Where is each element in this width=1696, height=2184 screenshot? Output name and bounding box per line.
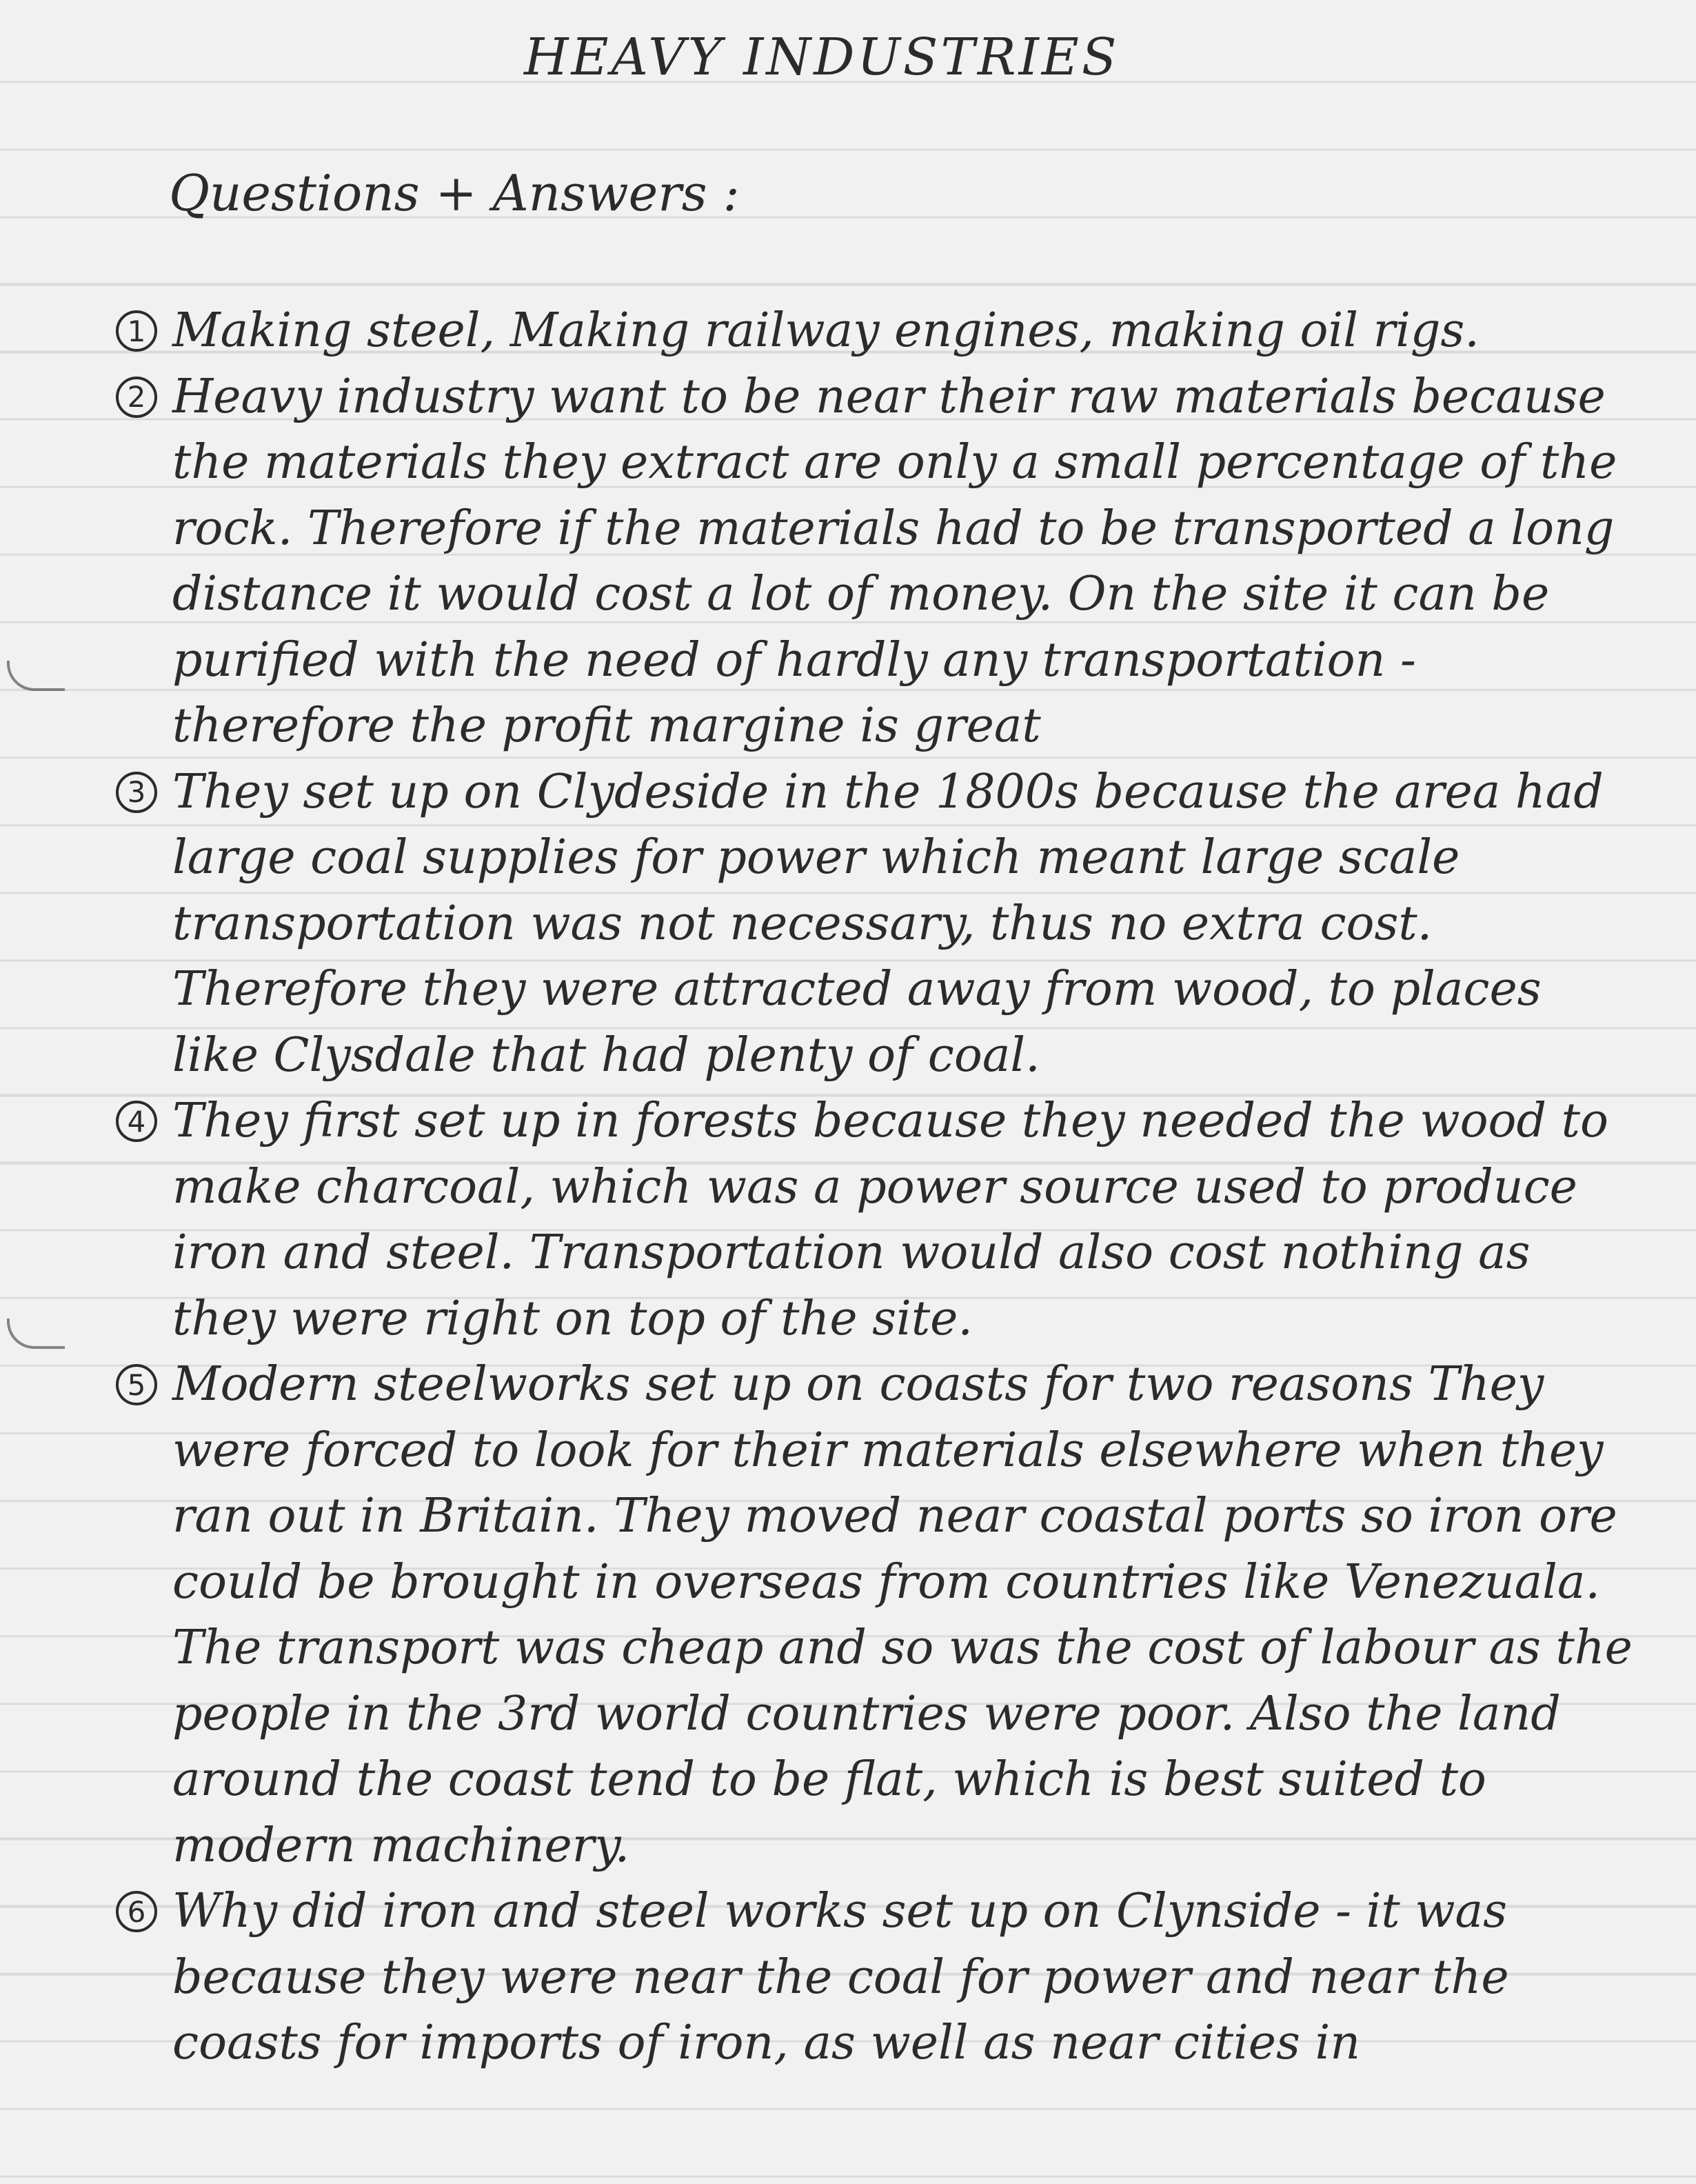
answer-item [103, 364, 1641, 759]
answer-text: Modern steelworks set up on coasts for two reasons They were forced to look for their materials elsewhere when they ran out in Britain. They moved near coastal ports so iron ore could be brought in overseas from countries like Venezuala. The transport was cheap and so was the cost of labour as the people in the 3rd world countries were poor. Also the land around the coast tend to be flat, which is best suited to modern machinery. [172, 1357, 1633, 1873]
answer-item [103, 1088, 1641, 1352]
answer-number: 3 [116, 772, 157, 813]
answer-item [103, 1352, 1641, 1879]
answer-list [103, 298, 1641, 2076]
answer-text: Heavy industry want to be near their raw materials because the materials they extract are only a small percentage of the rock. Therefore if the materials had to be transported a long distance it would cost a lot of money. On the site it can be purified with the need of hardly any transportation - therefore the profit margine is great [172, 369, 1617, 753]
answer-number: 5 [116, 1364, 157, 1405]
answer-item [103, 1879, 1641, 2076]
answer-text: Making steel, Making railway engines, making oil rigs. [172, 303, 1480, 358]
margin-tick-mark [7, 1319, 65, 1349]
answer-text: They first set up in forests because they needed the wood to make charcoal, which was a power source used to produce iron and steel. Transportation would also cost nothing as they were right on top of the site. [172, 1094, 1608, 1346]
answer-number: 2 [116, 377, 157, 418]
answer-number: 1 [116, 310, 157, 352]
margin-tick-mark [7, 661, 65, 691]
answer-item [103, 759, 1641, 1089]
answer-number: 4 [116, 1101, 157, 1142]
answer-text: They set up on Clydeside in the 1800s because the area had large coal supplies for power which meant large scale transportation was not necessary, thus no extra cost. Therefore they were attracted away from wood, to places like Clysdale that had plenty of coal. [172, 764, 1604, 1083]
section-heading: Questions + Answers : [169, 164, 740, 222]
answer-item [103, 298, 1641, 364]
answer-number: 6 [116, 1891, 157, 1932]
page-title: HEAVY INDUSTRIES [524, 28, 1120, 87]
answer-text: Why did iron and steel works set up on Clynside - it was because they were near the coal for power and near the coasts for imports of iron, as well as near cities in [172, 1884, 1509, 2070]
